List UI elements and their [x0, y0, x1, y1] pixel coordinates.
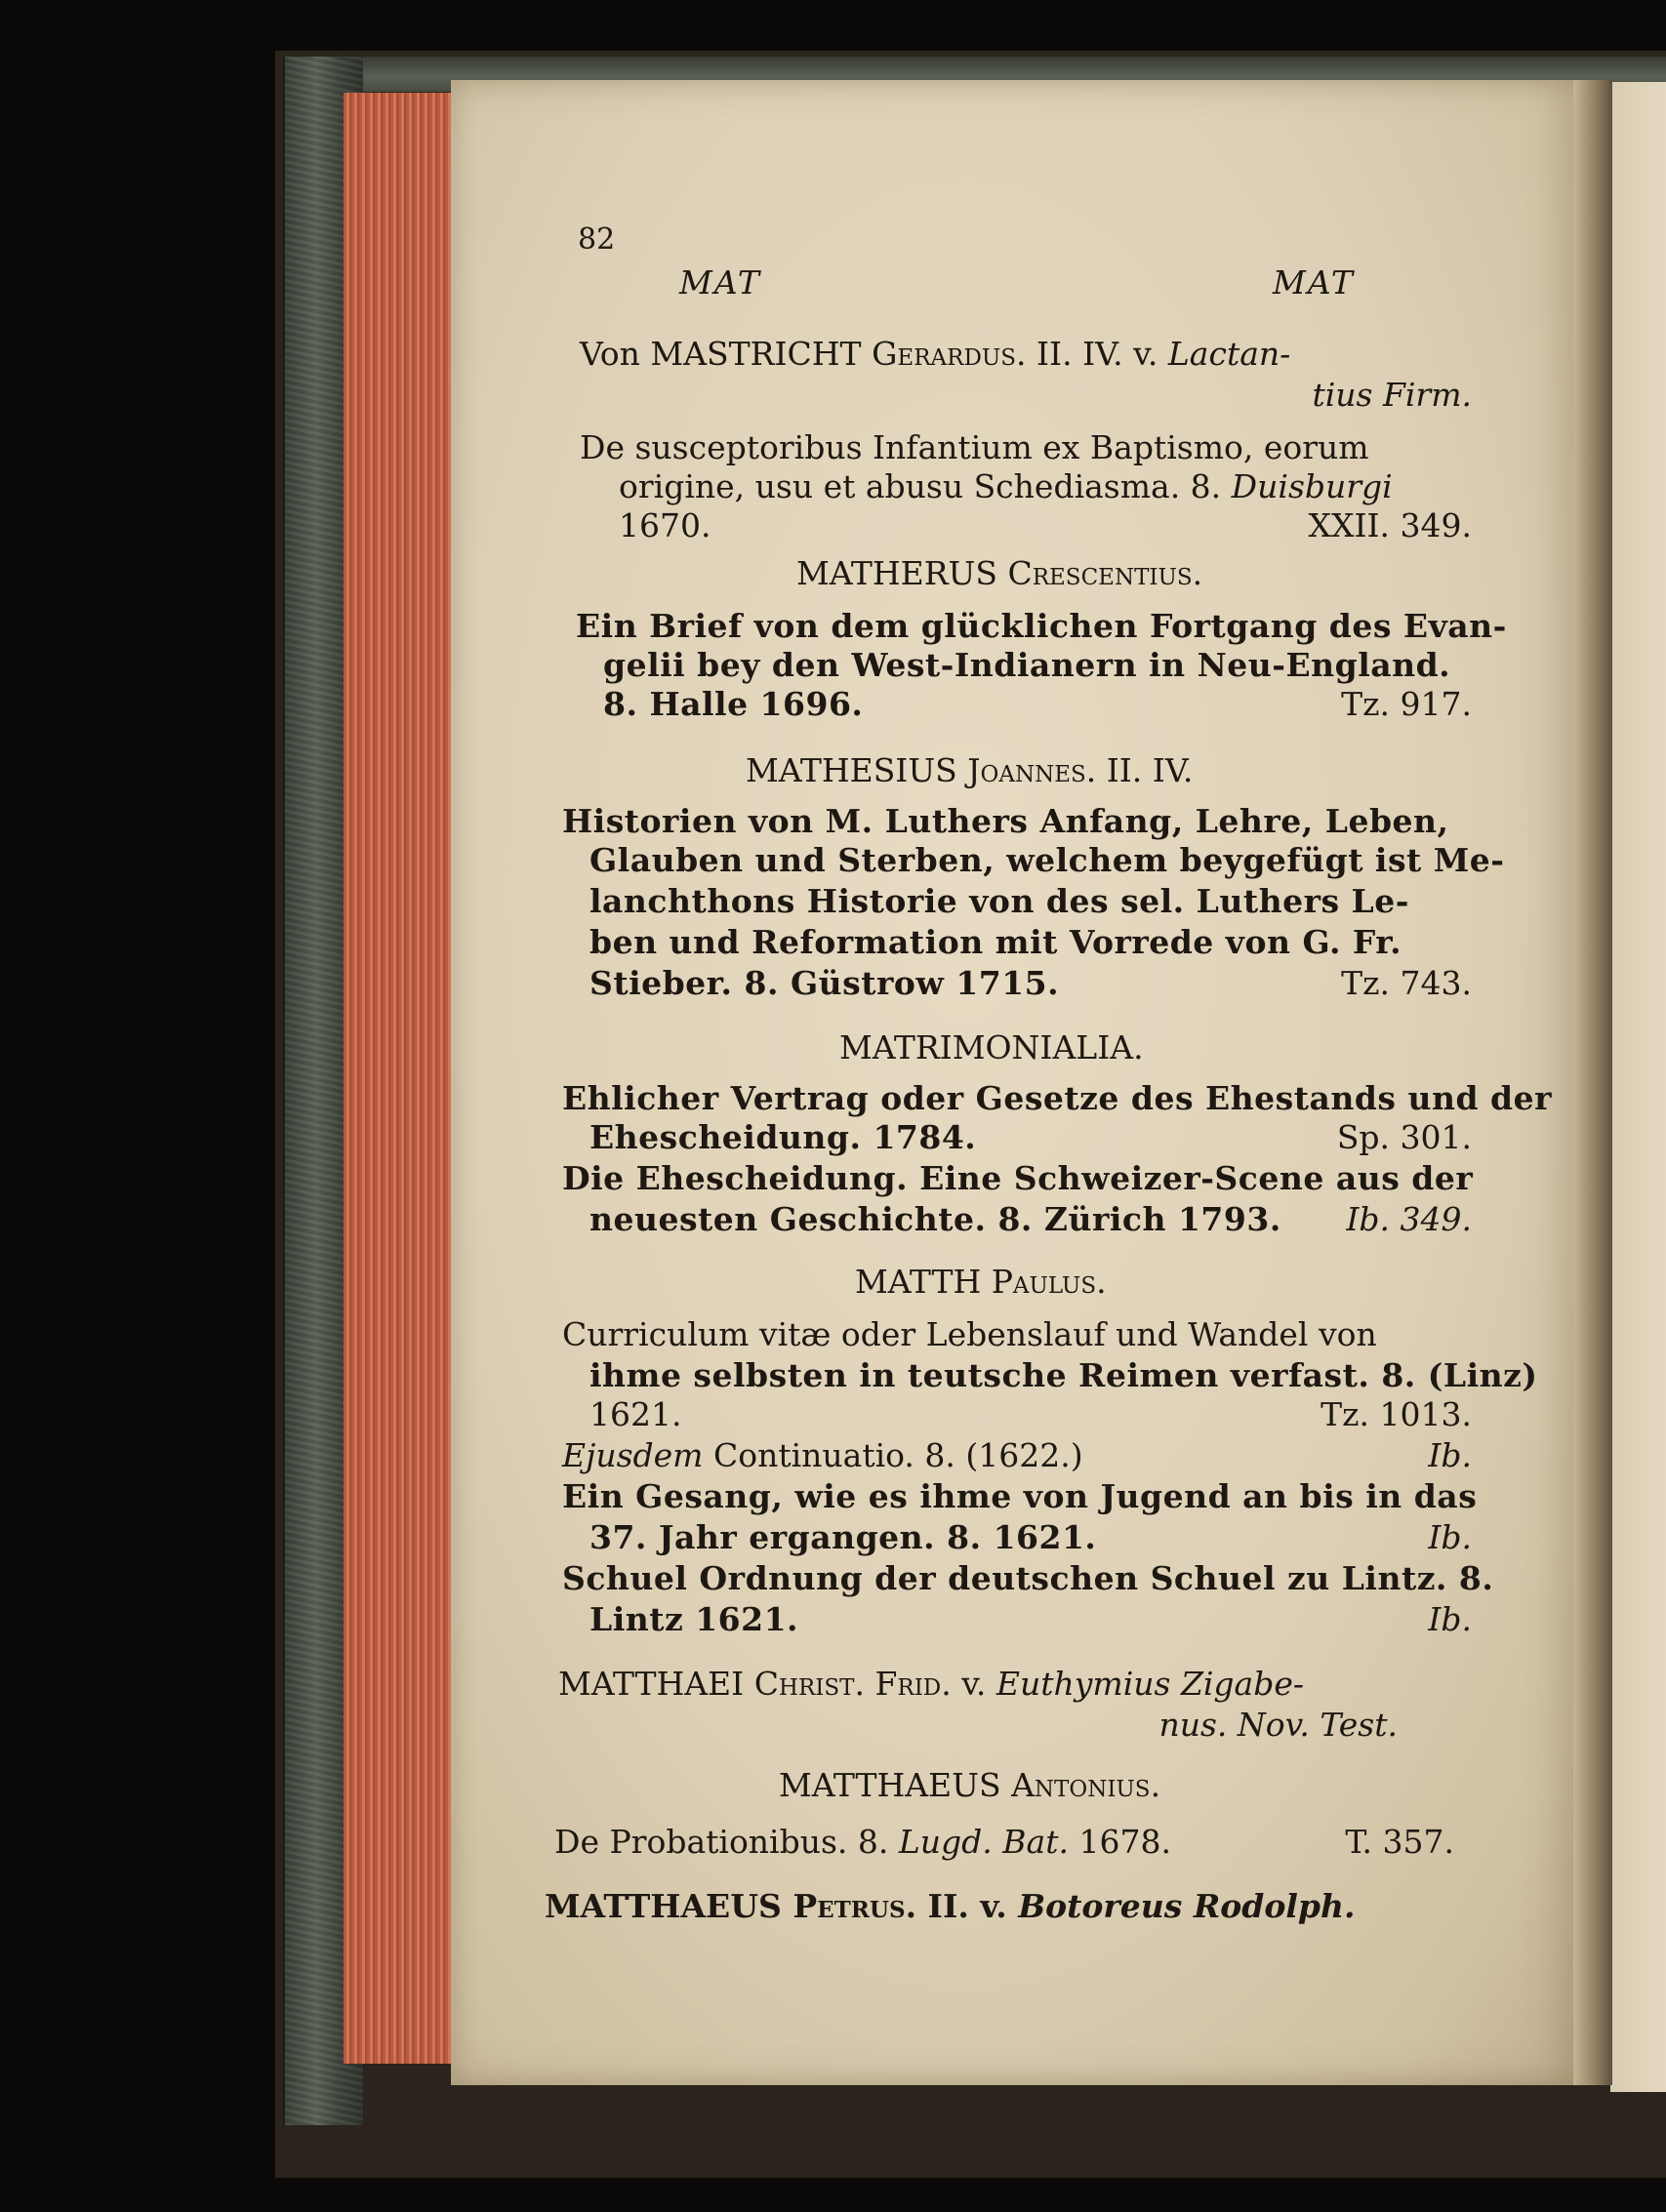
entry-ref: XXII. 349. — [1308, 506, 1472, 544]
entry-line: MATTHAEI Christ. Frid. v. Euthymius Zigabe- — [558, 1665, 1305, 1703]
entry-ref: Ib. — [1428, 1600, 1472, 1638]
entry-line: Lintz 1621. — [589, 1600, 799, 1638]
entry-ref: Tz. 917. — [1341, 685, 1472, 723]
entry-line: De Probationibus. 8. Lugd. Bat. 1678. — [554, 1823, 1171, 1861]
entry-line: Ein Brief von dem glücklichen Fortgang des Evan- — [576, 607, 1507, 645]
entry-heading: MATTH Paulus. — [855, 1263, 1107, 1301]
running-head-right: MAT — [1273, 263, 1355, 302]
entry-line: ihme selbsten in teutsche Reimen verfast. 8. (Linz) — [589, 1356, 1538, 1394]
entry-heading: MATHERUS Crescentius. — [796, 554, 1203, 592]
entry-line: Ehescheidung. 1784. — [589, 1118, 977, 1156]
entry-line: Stieber. 8. Güstrow 1715. — [589, 964, 1060, 1002]
entry-line: 37. Jahr ergangen. 8. 1621. — [589, 1518, 1097, 1556]
entry-line: Ehlicher Vertrag oder Gesetze des Ehestands und der — [562, 1079, 1553, 1117]
running-head-left: MAT — [679, 263, 761, 302]
entry-ref: Tz. 743. — [1341, 964, 1472, 1002]
entry-line: Glauben und Sterben, welchem beygefügt ist Me- — [589, 841, 1505, 879]
entry-line: MATTHAEUS Petrus. II. v. Botoreus Rodolph. — [545, 1887, 1356, 1925]
entry-ref: Sp. 301. — [1336, 1118, 1472, 1156]
entry-line: lanchthons Historie von des sel. Luthers Le- — [589, 882, 1409, 920]
entry-line: 1621. — [589, 1395, 682, 1433]
entry-ref: Ib. 349. — [1346, 1200, 1472, 1238]
page-number: 82 — [578, 222, 616, 257]
entry-line: gelii bey den West-Indianern in Neu-England. — [603, 646, 1451, 684]
entry-line: Historien von M. Luthers Anfang, Lehre, Leben, — [562, 802, 1449, 840]
entry-line: Die Ehescheidung. Eine Schweizer-Scene aus der — [562, 1159, 1474, 1197]
entry-ref: T. 357. — [1345, 1823, 1454, 1861]
entry-line: 8. Halle 1696. — [603, 685, 864, 723]
entry-line: 1670. — [619, 506, 711, 544]
entry-line: Curriculum vitæ oder Lebenslauf und Wandel von — [562, 1315, 1377, 1353]
entry-heading: MATTHAEUS Antonius. — [779, 1766, 1161, 1804]
entry-line: neuesten Geschichte. 8. Zürich 1793. — [589, 1200, 1281, 1238]
entry-line: Ejusdem Continuatio. 8. (1622.) — [562, 1436, 1083, 1474]
entry-line: Von MASTRICHT Gerardus. II. IV. v. Lactan- — [580, 335, 1291, 373]
entry-ref: Ib. — [1428, 1518, 1472, 1556]
entry-line: Ein Gesang, wie es ihme von Jugend an bis in das — [562, 1477, 1478, 1515]
entry-line: ben und Reformation mit Vorrede von G. Fr. — [589, 923, 1402, 961]
entry-heading: MATHESIUS Joannes. II. IV. — [746, 751, 1194, 789]
entry-line: nus. Nov. Test. — [1158, 1706, 1398, 1744]
entry-line: origine, usu et abusu Schediasma. 8. Duisburgi — [619, 467, 1393, 505]
entry-line: Schuel Ordnung der deutschen Schuel zu Lintz. 8. — [562, 1559, 1494, 1597]
entry-line: tius Firm. — [1312, 376, 1472, 414]
entry-ref: Tz. 1013. — [1321, 1395, 1472, 1433]
entry-heading: MATRIMONIALIA. — [839, 1028, 1144, 1066]
entry-ref: Ib. — [1428, 1436, 1472, 1474]
entry-line: De susceptoribus Infantium ex Baptismo, eorum — [580, 428, 1369, 466]
